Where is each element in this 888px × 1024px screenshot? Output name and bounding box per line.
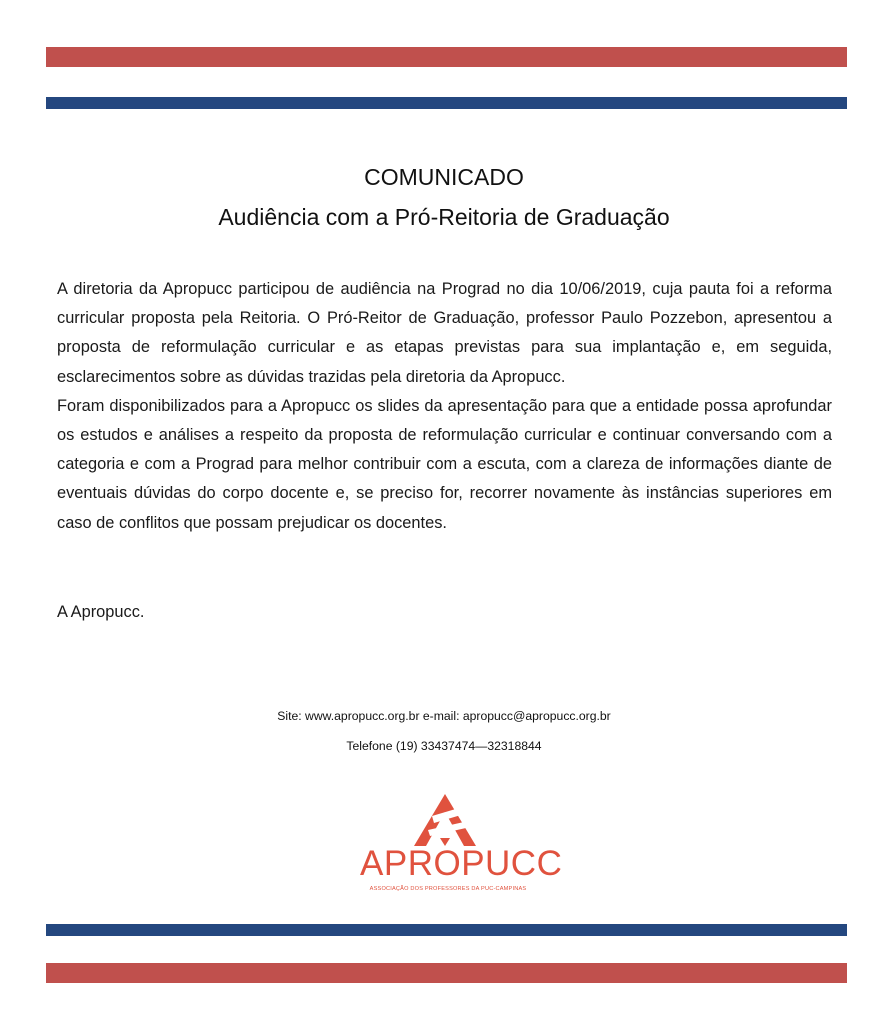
top-red-band [46,47,847,67]
apropucc-a-mark-icon [414,794,476,846]
logo-tagline: ASSOCIAÇÃO DOS PROFESSORES DA PUC-CAMPINAS [369,886,527,892]
top-blue-band [46,97,847,109]
document-heading: COMUNICADO [364,164,524,190]
logo-wordmark: APROPUCC [360,844,563,883]
apropucc-logo [360,794,563,904]
body-paragraph-1: A diretoria da Apropucc participou de audiência na Prograd no dia 10/06/2019, cuja pauta foi a reforma curricular proposta pela Reitoria. O Pró-Reitor de Graduação, professor Paulo Pozzebon, apresentou a proposta de reformulação curricular e as etapas previstas para sua implantação e, em seguida, esclarecimentos sobre as dúvidas trazidas pela diretoria da Apropucc. [57,280,832,386]
body-paragraph-2: Foram disponibilizados para a Apropucc os slides da apresentação para que a entidade possa aprofundar os estudos e análises a respeito da proposta de reformulação curricular e continuar conversando com a categoria e com a Prograd para melhor contribuir com a escuta, com a clareza de informações diante de eventuais dúvidas do corpo docente e, se preciso for, recorrer novamente às instâncias superiores em caso de conflitos que possam prejudicar os docentes. [57,396,832,532]
closing-signature: A Apropucc. [57,603,145,621]
bottom-blue-band [46,924,847,936]
contact-line: Site: www.apropucc.org.br e-mail: apropucc@apropucc.org.br [277,709,611,723]
document-subheading: Audiência com a Pró-Reitoria de Graduação [218,204,670,230]
phone-line: Telefone (19) 33437474—32318844 [346,739,542,753]
bottom-red-band [46,963,847,983]
document-body [57,275,832,538]
